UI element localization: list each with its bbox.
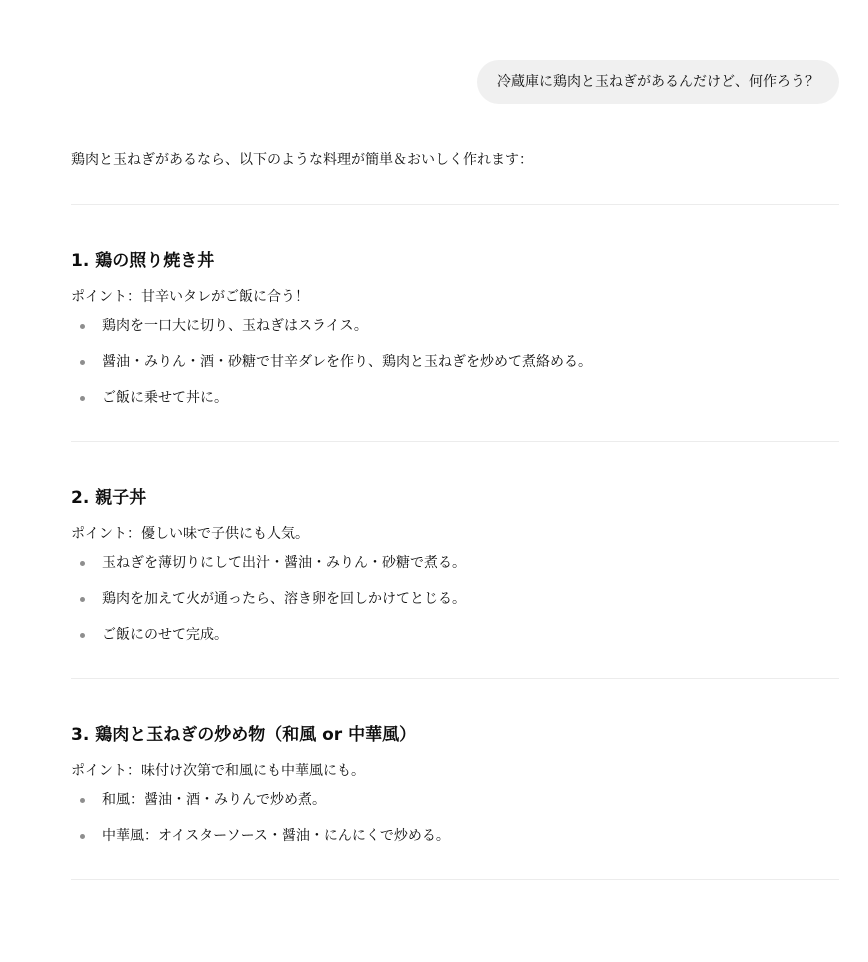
list-item: [71, 388, 839, 408]
user-message-bubble: 冷蔵庫に鶏肉と玉ねぎがあるんだけど、何作ろう？: [477, 60, 839, 104]
user-message-row: [477, 60, 839, 104]
assistant-message: [71, 150, 839, 880]
list-item: [71, 589, 839, 609]
recipe-section-3: [71, 679, 839, 879]
section-divider: [71, 879, 839, 880]
bullet-dot-icon: [80, 324, 85, 329]
list-item-text: 中華風：オイスターソース・醤油・にんにくで炒める。: [102, 828, 450, 844]
list-item: [71, 352, 839, 372]
list-item: [71, 553, 839, 573]
bullet-dot-icon: [80, 798, 85, 803]
recipe-steps: [71, 553, 839, 645]
list-item: [71, 316, 839, 336]
list-item: [71, 826, 839, 846]
list-item-text: 醤油・みりん・酒・砂糖で甘辛ダレを作り、鶏肉と玉ねぎを炒めて煮絡める。: [102, 354, 592, 370]
bullet-dot-icon: [80, 396, 85, 401]
recipe-section-1: [71, 205, 839, 441]
bullet-dot-icon: [80, 561, 85, 566]
recipe-steps: [71, 316, 839, 408]
recipe-steps: [71, 790, 839, 846]
recipe-title: 3. 鶏肉と玉ねぎの炒め物（和風 or 中華風）: [71, 725, 417, 745]
list-item-text: ご飯に乗せて丼に。: [102, 390, 228, 406]
bullet-dot-icon: [80, 834, 85, 839]
list-item: [71, 625, 839, 645]
list-item-text: 鶏肉を一口大に切り、玉ねぎはスライス。: [102, 318, 368, 334]
recipe-section-2: [71, 442, 839, 678]
recipe-point: ポイント：甘辛いタレがご飯に合う！: [71, 289, 309, 305]
recipe-point: ポイント：味付け次第で和風にも中華風にも。: [71, 763, 365, 779]
recipe-point: ポイント：優しい味で子供にも人気。: [71, 526, 309, 542]
list-item-text: 和風：醤油・酒・みりんで炒め煮。: [102, 792, 326, 808]
bullet-dot-icon: [80, 597, 85, 602]
list-item-text: 玉ねぎを薄切りにして出汁・醤油・みりん・砂糖で煮る。: [102, 555, 466, 571]
list-item: [71, 790, 839, 810]
assistant-intro: 鶏肉と玉ねぎがあるなら、以下のような料理が簡単＆おいしく作れます：: [71, 152, 533, 168]
bullet-dot-icon: [80, 633, 85, 638]
recipe-title: 2. 親子丼: [71, 488, 147, 508]
bullet-dot-icon: [80, 360, 85, 365]
list-item-text: 鶏肉を加えて火が通ったら、溶き卵を回しかけてとじる。: [102, 591, 466, 607]
recipe-title: 1. 鶏の照り焼き丼: [71, 251, 215, 271]
list-item-text: ご飯にのせて完成。: [102, 627, 228, 643]
